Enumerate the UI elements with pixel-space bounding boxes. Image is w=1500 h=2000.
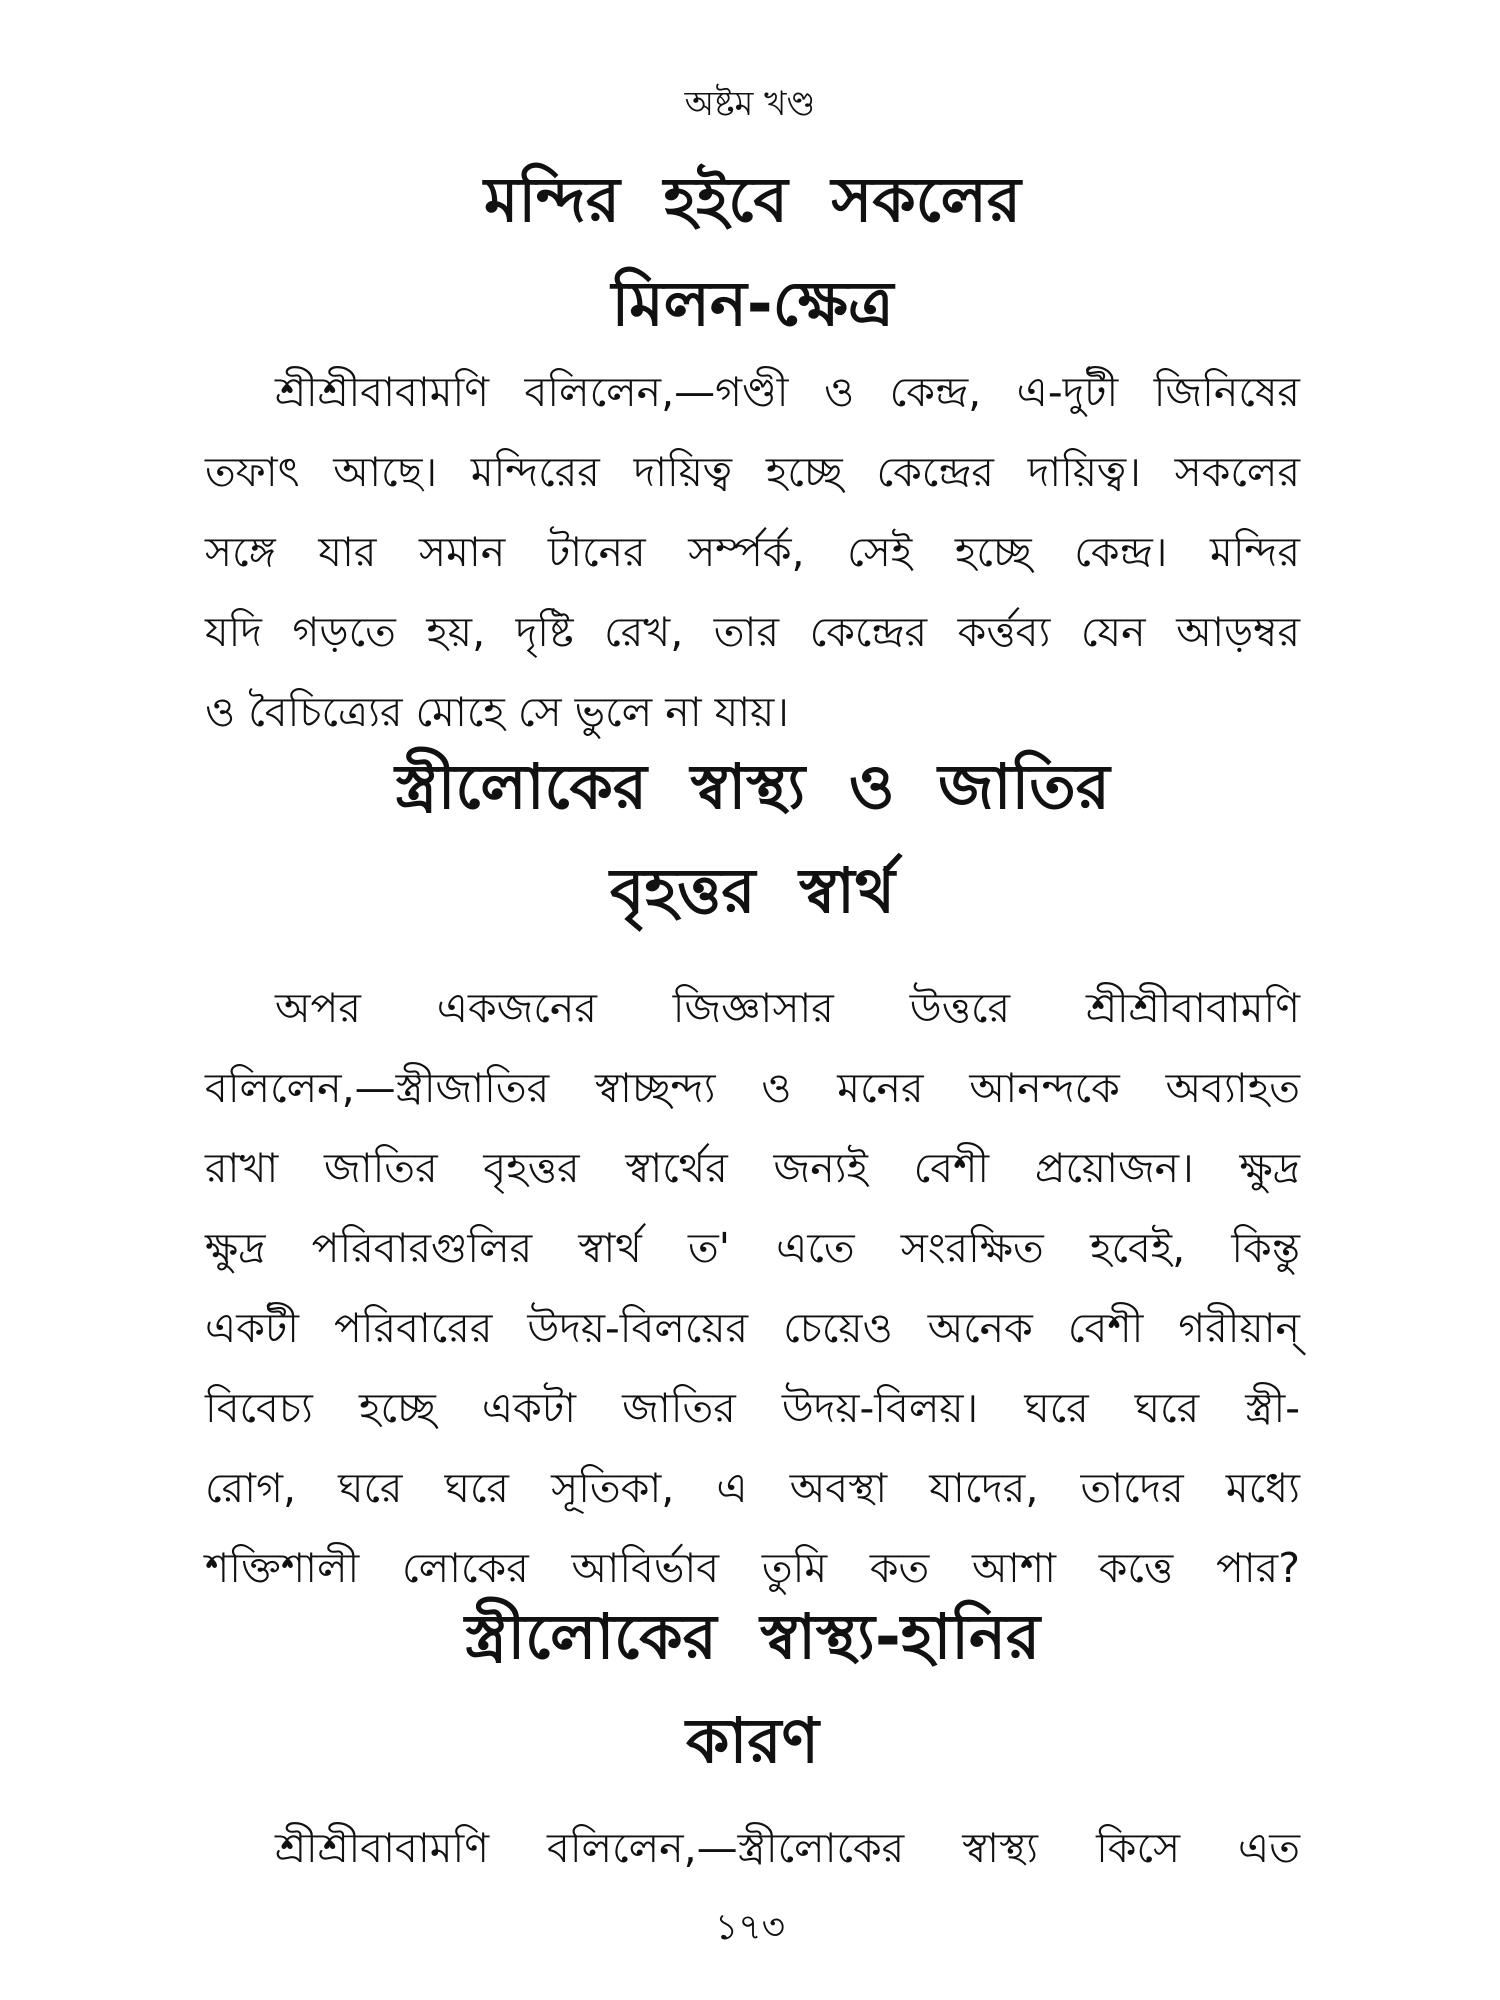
paragraph-line: যদি গড়তে হয়, দৃষ্টি রেখ, তার কেন্দ্রের কর্ত্তব্য যেন আড়ম্বর	[205, 608, 1300, 656]
paragraph-line: শ্রীশ্রীবাবামণি বলিলেন,—স্ত্রীলোকের স্বাস্থ্য কিসে এত	[275, 1824, 1300, 1872]
paragraph-line: একটী পরিবারের উদয়-বিলয়ের চেয়েও অনেক বেশী গরীয়ান্	[205, 1304, 1300, 1352]
section-heading-2-line-1: স্ত্রীলোকের স্বাস্থ্য ও জাতির	[395, 750, 1110, 823]
section-heading-2-line-2: বৃহত্তর স্বার্থ	[610, 854, 895, 927]
paragraph-line: ও বৈচিত্র্যের মোহে সে ভুলে না যায়।	[205, 688, 789, 736]
paragraph-line: সঙ্গে যার সমান টানের সর্ম্পর্ক, সেই হচ্ছে কেন্দ্র। মন্দির	[205, 528, 1300, 576]
section-heading-1	[205, 148, 1300, 356]
paragraph-line: ক্ষুদ্র পরিবারগুলির স্বার্থ ত' এতে সংরক্ষিত হবেই, কিন্তু	[205, 1224, 1300, 1272]
section-heading-3	[205, 1585, 1300, 1793]
paragraph-line: তফাৎ আছে। মন্দিরের দায়িত্ব হচ্ছে কেন্দ্রের দায়িত্ব। সকলের	[205, 448, 1300, 496]
paragraph-line: রোগ, ঘরে ঘরে সূতিকা, এ অবস্থা যাদের, তাদের মধ্যে	[205, 1464, 1300, 1512]
paragraph-line: অপর একজনের জিজ্ঞাসার উত্তরে শ্রীশ্রীবাবামণি	[275, 984, 1300, 1032]
paragraph-line: বিবেচ্য হচ্ছে একটা জাতির উদয়-বিলয়। ঘরে ঘরে স্ত্রী-	[205, 1384, 1300, 1432]
section-heading-3-line-2: কারণ	[686, 1704, 819, 1777]
page-number: ১৭৩	[714, 1907, 786, 1948]
paragraph-line: শ্রীশ্রীবাবামণি বলিলেন,—গণ্ডী ও কেন্দ্র, এ-দুটী জিনিষের	[275, 368, 1300, 416]
section-heading-1-line-2: মিলন-ক্ষেত্র	[611, 267, 894, 340]
section-paragraph-1	[205, 352, 1300, 752]
section-paragraph-3	[205, 1808, 1300, 1888]
paragraph-line: রাখা জাতির বৃহত্তর স্বার্থের জন্যই বেশী প্রয়োজন। ক্ষুদ্র	[205, 1144, 1300, 1192]
section-heading-3-line-1: স্ত্রীলোকের স্বাস্থ্য-হানির	[464, 1600, 1041, 1673]
paragraph-line: বলিলেন,—স্ত্রীজাতির স্বাচ্ছন্দ্য ও মনের আনন্দকে অব্যাহত	[205, 1064, 1300, 1112]
section-paragraph-2	[205, 968, 1300, 1608]
section-heading-2	[205, 735, 1300, 943]
section-heading-1-line-1: মন্দির হইবে সকলের	[484, 163, 1021, 236]
paragraph-line: শক্তিশালী লোকের আবির্ভাব তুমি কত আশা কত্তে পার?	[205, 1544, 1300, 1592]
running-head: অষ্টম খণ্ড	[684, 84, 816, 124]
